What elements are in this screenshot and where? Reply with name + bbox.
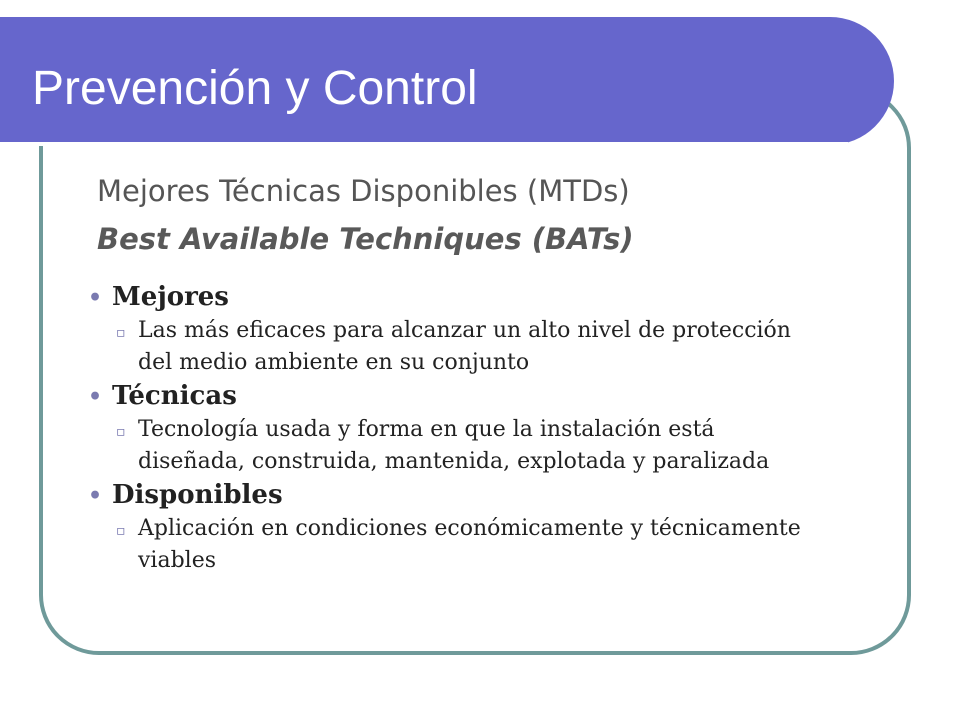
- slide-title: Prevención y Control: [32, 62, 478, 115]
- list-item: [88, 478, 818, 577]
- sub-bullet-icon: ▫: [116, 325, 126, 341]
- item-term: Técnicas: [112, 381, 237, 411]
- sub-bullet-icon: ▫: [116, 523, 126, 539]
- sub-bullet-icon: ▫: [116, 424, 126, 440]
- item-description: Las más eficaces para alcanzar un alto nivel de protección del medio ambiente en su conjunto: [138, 318, 791, 375]
- item-description: Tecnología usada y forma en que la instalación está diseñada, construida, mantenida, explotada y paralizada: [138, 417, 770, 474]
- item-term: Mejores: [112, 282, 229, 312]
- bullet-icon: •: [88, 483, 103, 509]
- title-bar: [0, 17, 894, 145]
- heading-spanish: Mejores Técnicas Disponibles (MTDs): [97, 174, 630, 208]
- item-description: Aplicación en condiciones económicamente y técnicamente viables: [138, 516, 801, 573]
- bullet-icon: •: [88, 384, 103, 410]
- title-underline: [0, 142, 848, 146]
- definition-list: [88, 280, 818, 577]
- heading-english: Best Available Techniques (BATs): [97, 222, 634, 256]
- bullet-icon: •: [88, 285, 103, 311]
- list-item: [88, 379, 818, 478]
- item-term: Disponibles: [112, 480, 283, 510]
- list-item: [88, 280, 818, 379]
